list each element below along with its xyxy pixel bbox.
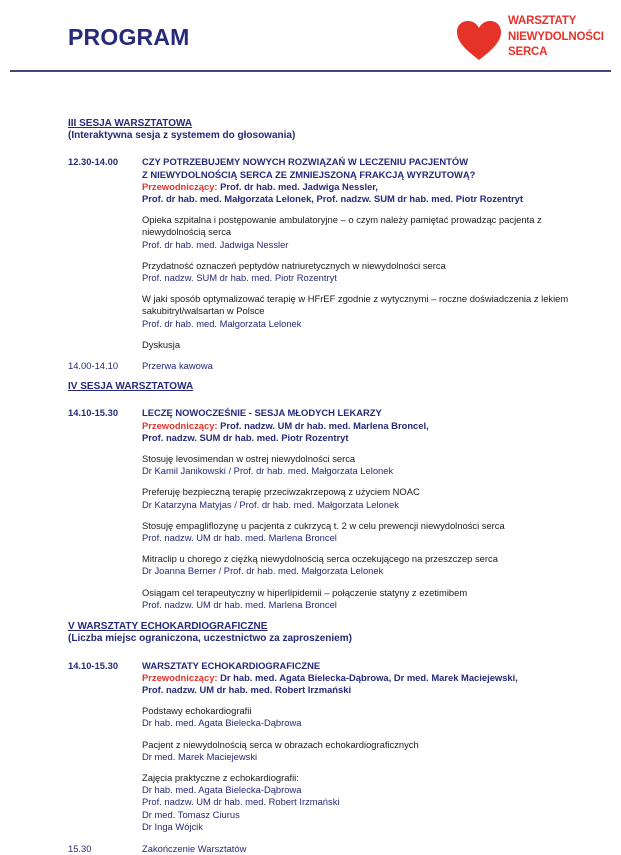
talk [142, 214, 598, 251]
speaker: Prof. nadzw. UM dr hab. med. Marlena Broncel [142, 532, 337, 544]
page-title: PROGRAM [68, 24, 190, 50]
section-title: III SESJA WARSZTATOWA [68, 118, 193, 129]
session-time: 14.10-15.30 [68, 407, 119, 419]
speaker: Dr Joanna Berner / Prof. dr hab. med. Małgorzata Lelonek [142, 565, 384, 577]
talk-title: Osiągam cel terapeutyczny w hiperlipidemii – połączenie statyny z ezetimibem [142, 586, 468, 598]
session-row [68, 156, 598, 351]
header-divider [10, 70, 611, 72]
speaker: Prof. nadzw. UM dr hab. med. Marlena Broncel [142, 598, 337, 610]
chair-names: Prof. dr hab. med. Jadwiga Nessler, [220, 180, 379, 192]
session-title: Z NIEWYDOLNOŚCIĄ SERCA ZE ZMNIEJSZONĄ FRAKCJĄ WYRZUTOWĄ? [142, 168, 476, 180]
chairs [142, 181, 598, 193]
talk [142, 293, 598, 330]
talk-title: Przydatność oznaczeń peptydów natriuretycznych w niewydolności serca [142, 259, 446, 271]
speaker: Prof. dr hab. med. Jadwiga Nessler [142, 238, 289, 250]
talk [142, 772, 598, 833]
talk [142, 705, 598, 729]
chair-names: Prof. nadzw. SUM dr hab. med. Piotr Rozentryt [142, 431, 349, 443]
talk-title: W jaki sposób optymalizować terapię w HFrEF zgodnie z wytycznymi – roczne doświadczenia z lekiem sakubitryl/walsartan w Polsce [142, 293, 569, 317]
talk-title: Podstawy echokardiografii [142, 705, 252, 717]
logo-line-3: SERCA [508, 46, 548, 58]
speaker: Prof. dr hab. med. Małgorzata Lelonek [142, 317, 302, 329]
logo-line-1: WARSZTATY [508, 15, 577, 27]
talk [142, 453, 598, 477]
speaker: Prof. nadzw. UM dr hab. med. Robert Irzmański [142, 796, 340, 808]
talk [142, 520, 598, 544]
program-content [68, 118, 598, 855]
talk [142, 486, 598, 510]
end-time: 15.30 [68, 842, 92, 854]
chair-names: Dr hab. med. Agata Bielecka-Dąbrowa, Dr med. Marek Maciejewski, [220, 671, 518, 683]
chairs [142, 672, 598, 684]
break-row [68, 360, 598, 372]
session-row [68, 407, 598, 611]
talk-title: Stosuję levosimendan w ostrej niewydolności serca [142, 453, 356, 465]
session-title: LECZĘ NOWOCZEŚNIE - SESJA MŁODYCH LEKARZY [142, 407, 382, 419]
session-time: 14.10-15.30 [68, 659, 119, 671]
talk-title: Zajęcia praktyczne z echokardiografii: [142, 771, 299, 783]
speaker: Dr Kamil Janikowski / Prof. dr hab. med. Małgorzata Lelonek [142, 465, 394, 477]
break-time: 14.00-14.10 [68, 360, 119, 372]
session-title: CZY POTRZEBUJEMY NOWYCH ROZWIĄZAŃ W LECZENIU PACJENTÓW [142, 156, 469, 168]
session-time: 12.30-14.00 [68, 156, 119, 168]
chair-names: Prof. dr hab. med. Małgorzata Lelonek, Prof. nadzw. SUM dr hab. med. Piotr Rozentryt [142, 193, 523, 205]
chair-label: Przewodniczący: [142, 419, 218, 431]
session-row [68, 660, 598, 833]
speaker: Dr med. Tomasz Ciurus [142, 808, 240, 820]
speaker: Dr hab. med. Agata Bielecka-Dąbrowa [142, 784, 302, 796]
speaker: Dr hab. med. Agata Bielecka-Dąbrowa [142, 717, 302, 729]
end-label: Zakończenie Warsztatów [142, 842, 247, 854]
heart-icon [456, 20, 502, 62]
talk-title: Opieka szpitalna i postępowanie ambulatoryjne – o czym należy pamiętać prowadząc pacjenta z niewydolnością serca [142, 214, 542, 238]
chair-names: Prof. nadzw. UM dr hab. med. Marlena Broncel, [220, 419, 429, 431]
talk-title: Mitraclip u chorego z ciężką niewydolnością serca oczekującego na przeszczep serca [142, 553, 498, 565]
chairs [142, 420, 598, 432]
logo-line-2: NIEWYDOLNOŚCI [508, 30, 604, 43]
end-row [68, 843, 598, 855]
discussion: Dyskusja [142, 338, 181, 350]
logo [456, 14, 606, 66]
talk-title: Preferuję bezpieczną terapię przeciwzakrzepową z użyciem NOAC [142, 486, 420, 498]
chair-names: Prof. nadzw. UM dr hab. med. Robert Irzmański [142, 683, 352, 695]
speaker: Dr med. Marek Maciejewski [142, 750, 258, 762]
talk [142, 553, 598, 577]
session-title: WARSZTATY ECHOKARDIOGRAFICZNE [142, 659, 321, 671]
talk [142, 587, 598, 611]
break-label: Przerwa kawowa [142, 360, 213, 372]
talk-title: Pacjent z niewydolnością serca w obrazach echokardiograficznych [142, 738, 419, 750]
speaker: Prof. nadzw. SUM dr hab. med. Piotr Rozentryt [142, 272, 337, 284]
chair-label: Przewodniczący: [142, 180, 218, 192]
section-title: IV SESJA WARSZTATOWA [68, 381, 194, 393]
talk [142, 739, 598, 763]
speaker: Dr Inga Wójcik [142, 820, 203, 832]
speaker: Dr Katarzyna Matyjas / Prof. dr hab. med. Małgorzata Lelonek [142, 498, 399, 510]
chair-label: Przewodniczący: [142, 671, 218, 683]
section-subtitle: (Liczba miejsc ograniczona, uczestnictwo za zaproszeniem) [68, 633, 352, 645]
talk-title: Stosuję empagliflozynę u pacjenta z cukrzycą t. 2 w celu prewencji niewydolności serca [142, 519, 505, 531]
talk [142, 260, 598, 284]
section-title: V WARSZTATY ECHOKARDIOGRAFICZNE [68, 621, 268, 633]
section-subtitle: (Interaktywna sesja z systemem do głosowania) [68, 130, 296, 142]
